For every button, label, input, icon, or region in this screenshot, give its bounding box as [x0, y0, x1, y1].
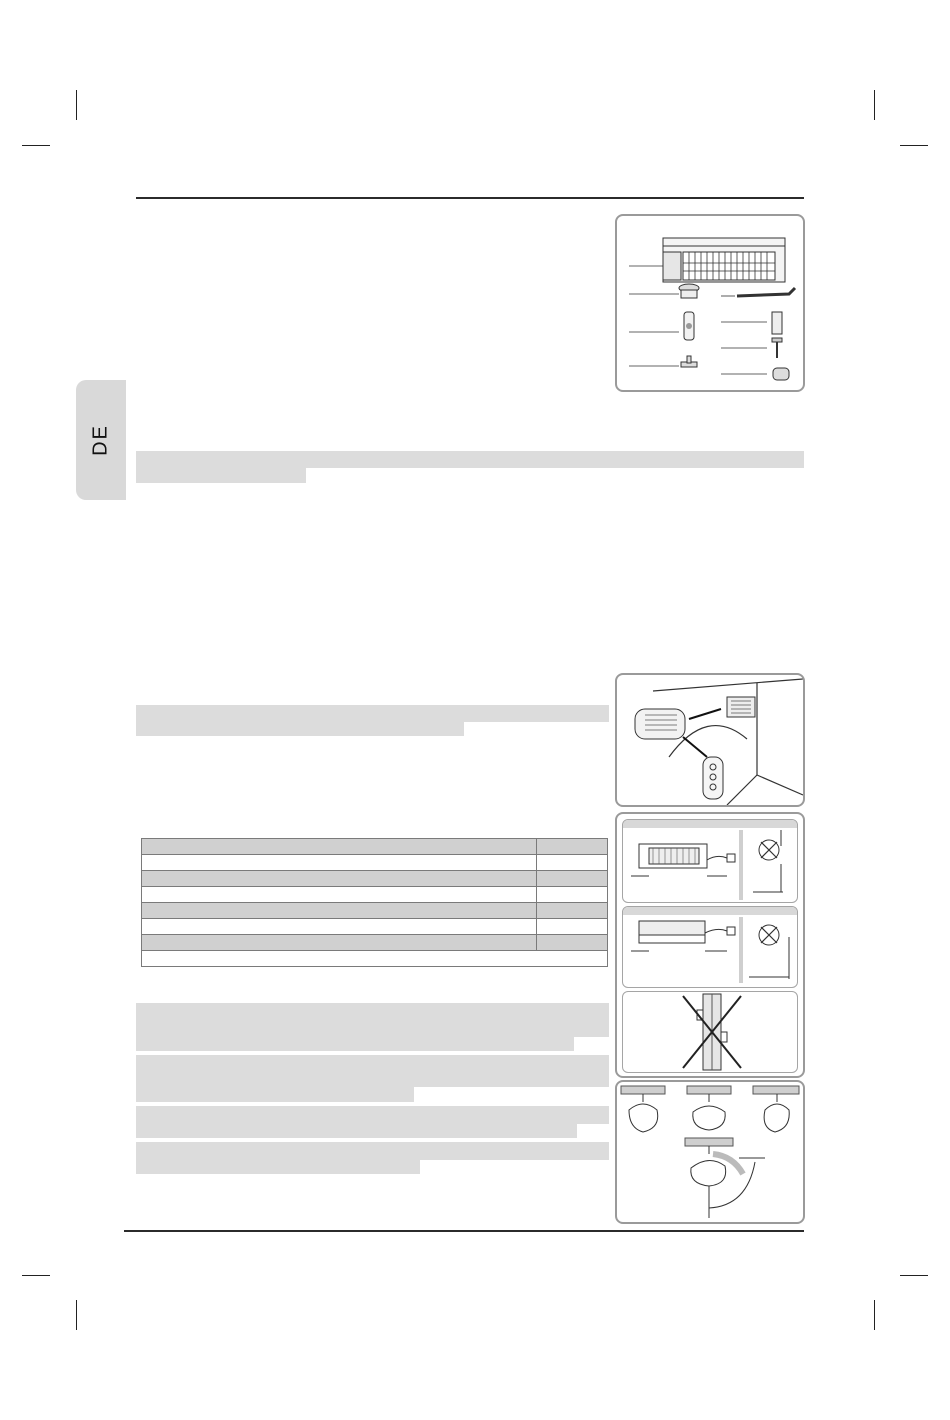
- figure-tilt-angle-positions: [615, 1080, 805, 1224]
- table-cell: [537, 935, 608, 951]
- figure-wall-mount-clearance-horizontal: [622, 819, 798, 903]
- crop-mark-top-left-v: [76, 90, 77, 120]
- remote-range-illustration: [617, 675, 803, 805]
- clearance-horizontal-illustration: [623, 820, 797, 902]
- table-row: [142, 839, 608, 855]
- note-band-2-tail: [136, 1087, 414, 1102]
- note-band-4-tail: [136, 1160, 420, 1174]
- table-cell: [142, 887, 537, 903]
- note-band-2: [136, 1055, 609, 1087]
- table-cell: [142, 855, 537, 871]
- table-cell: [537, 855, 608, 871]
- note-band-3-tail: [136, 1124, 577, 1138]
- table-row: [142, 887, 608, 903]
- table-cell: [537, 871, 608, 887]
- subsection-heading-band-tail: [136, 722, 464, 736]
- crop-mark-bottom-right-h: [900, 1275, 928, 1276]
- figure-mounting-not-allowed: [622, 991, 798, 1073]
- figure-remote-control-range: [615, 673, 805, 807]
- table-row: [142, 919, 608, 935]
- crop-mark-bottom-left-h: [22, 1275, 50, 1276]
- section-heading-band-tail: [136, 468, 306, 483]
- table-cell: [142, 839, 537, 855]
- not-allowed-illustration: [623, 992, 797, 1072]
- note-band-4: [136, 1142, 609, 1160]
- table-cell: [537, 839, 608, 855]
- footer-rule: [124, 1230, 804, 1232]
- table-row: [142, 871, 608, 887]
- parts-illustration: [617, 216, 803, 390]
- table-row: [142, 855, 608, 871]
- table-row: [142, 935, 608, 951]
- crop-mark-top-right-h: [900, 145, 928, 146]
- crop-mark-top-left-h: [22, 145, 50, 146]
- table-cell: [142, 951, 608, 967]
- subsection-heading-band: [136, 705, 609, 722]
- figure-parts-overview: [615, 214, 805, 392]
- table-row: [142, 951, 608, 967]
- crop-mark-bottom-right-v: [874, 1300, 875, 1330]
- table-cell: [142, 903, 537, 919]
- note-band-1-tail: [136, 1037, 574, 1051]
- crop-mark-top-right-v: [874, 90, 875, 120]
- tilt-angle-illustration: [617, 1082, 803, 1222]
- header-rule: [136, 197, 804, 199]
- language-tab-label: DE: [89, 424, 112, 456]
- table-row: [142, 903, 608, 919]
- table-cell: [142, 871, 537, 887]
- table-cell: [537, 919, 608, 935]
- table-cell: [537, 887, 608, 903]
- section-heading-band: [136, 451, 804, 468]
- note-band-1: [136, 1003, 609, 1037]
- table-cell: [142, 919, 537, 935]
- table-cell: [142, 935, 537, 951]
- note-band-3: [136, 1106, 609, 1124]
- figure-wall-mount-clearance-vertical: [622, 906, 798, 988]
- clearance-vertical-illustration: [623, 907, 797, 987]
- table-cell: [537, 903, 608, 919]
- crop-mark-bottom-left-v: [76, 1300, 77, 1330]
- language-tab: [76, 380, 126, 500]
- figure-mounting-clearance-group: [615, 812, 805, 1078]
- spec-table: [141, 838, 608, 967]
